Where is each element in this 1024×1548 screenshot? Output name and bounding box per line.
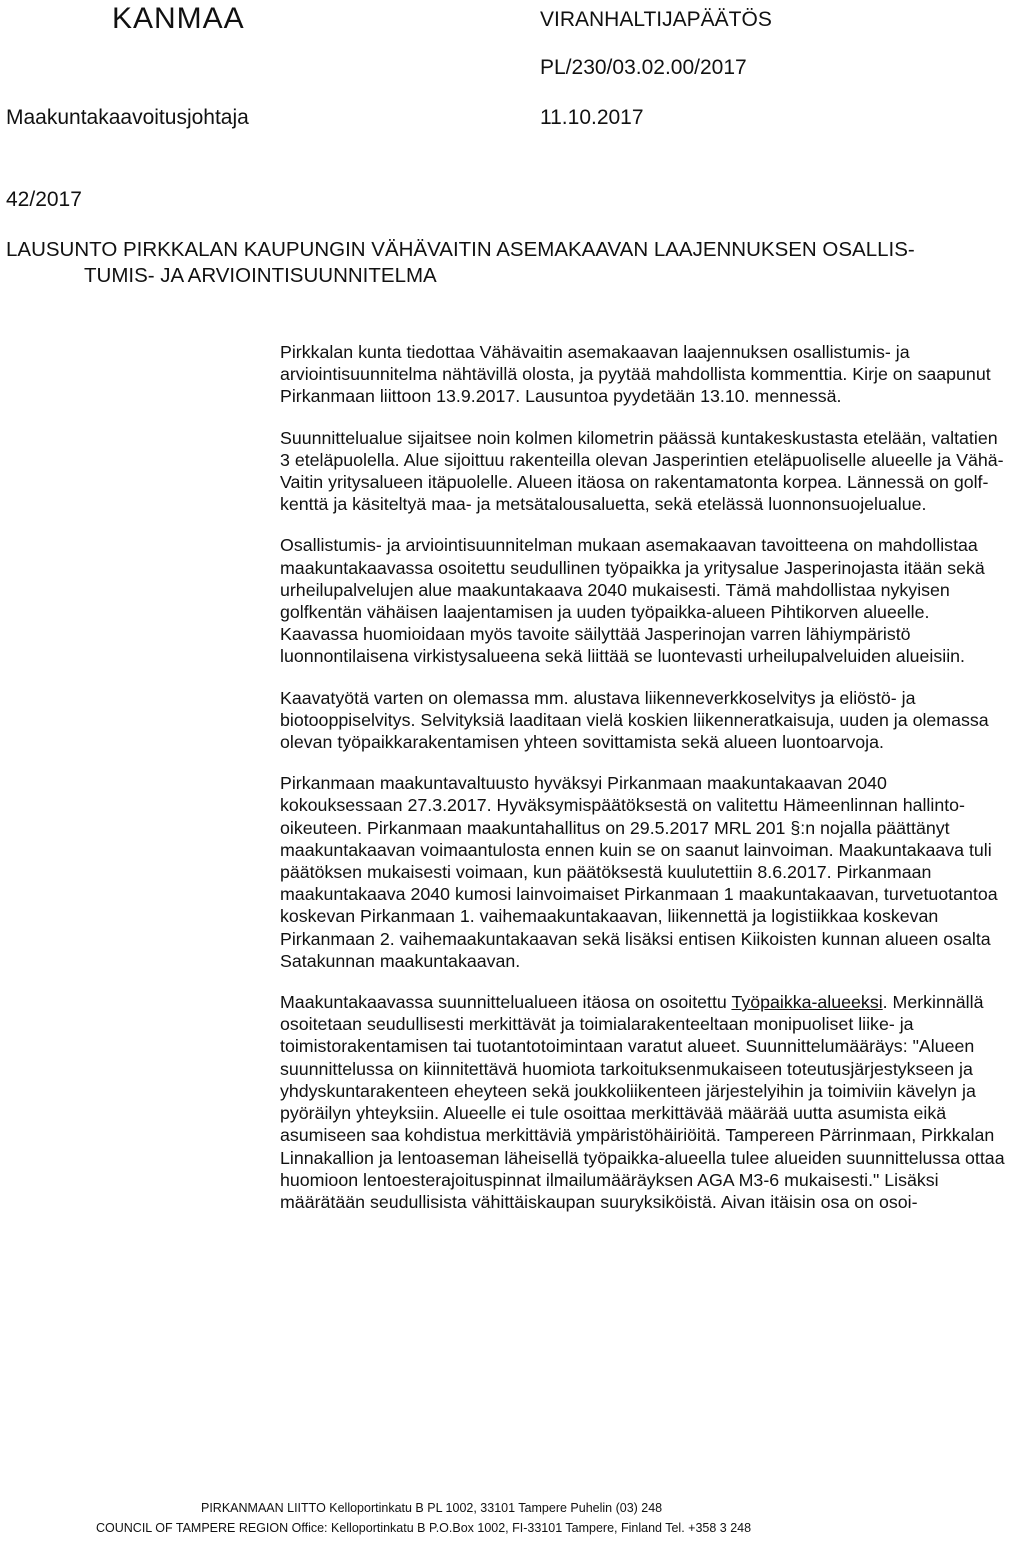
paragraph-plan-designation (280, 991, 1010, 1213)
document-date: 11.10.2017 (540, 106, 644, 129)
designation-text-rest: . Merkinnällä osoitetaan seudullisesti merkittävät ja toimialarakenteeltaan monipuoliset liike- ja toimistorakentamisen tai tuotantotoimintaan varatut alueet. Suunnittelumääräys: "Alueen suunnittelussa on kiinnitettävä huomiota tarkoituksenmukaiseen toteutusjärjestykseen ja yhdyskuntarakenteen eheyteen sekä joukkoliikenteen järjestelyihin ja toimiviin kävelyn ja pyöräilyn yhteyksiin. Alueelle ei tule osoittaa merkittävää määrää uutta asumista eikä asumiseen saa kohdistua merkittäviä ympäristöhäiriöitä. Tampereen Pärrinmaan, Pirkkalan Linnakallion ja lentoaseman läheisellä työpaikka-alueella tulee alueiden suunnittelussa ottaa huomioon lentoesterajoituspinnat ilmailumääräyksen AGA M3-6 mukaisesti." Lisäksi määrätään seudullisista vähittäiskaupan suuryksiköistä. Aivan itäisin osa on osoi- (280, 992, 1005, 1212)
designation-text-start: Maakuntakaavassa suunnittelualueen itäosa on osoitettu (280, 992, 732, 1013)
decision-number: 42/2017 (6, 188, 82, 211)
footer-finnish-contact: PIRKANMAAN LIITTO Kelloportinkatu B PL 1002, 33101 Tampere Puhelin (03) 248 (201, 1501, 663, 1515)
title-line-1: LAUSUNTO PIRKKALAN KAUPUNGIN VÄHÄVAITIN ASEMAKAAVAN LAAJENNUKSEN OSALLIS- (6, 238, 915, 261)
footer-english-contact: COUNCIL OF TAMPERE REGION Office: Kelloportinkatu B P.O.Box 1002, FI-33101 Tampere, Finland Tel. +358 3 248 (96, 1521, 752, 1535)
document-body (280, 341, 1010, 1232)
organization-name: KANMAA (112, 2, 245, 35)
paragraph-intro: Pirkkalan kunta tiedottaa Vähävaitin asemakaavan laajennuksen osallistumis- ja arviointisuunnitelma nähtävillä olosta, ja pyytää mahdollista kommenttia. Kirje on saapunut Pirkanmaan liittoon 13.9.2017. Lausuntoa pyydetään 13.10. mennessä. (280, 342, 991, 407)
document-type: VIRANHALTIJAPÄÄTÖS (540, 8, 772, 31)
document-title (6, 237, 1006, 289)
designation-underlined-term: Työpaikka-alueeksi (731, 992, 883, 1013)
signatory-role: Maakuntakaavoitusjohtaja (6, 106, 249, 129)
reference-number: PL/230/03.02.00/2017 (540, 56, 747, 79)
title-line-2: TUMIS- JA ARVIOINTISUUNNITELMA (84, 264, 437, 287)
paragraph-regional-plan: Pirkanmaan maakuntavaltuusto hyväksyi Pirkanmaan maakuntakaavan 2040 kokouksessaan 27.3.2017. Hyväksymispäätöksestä on valitettu Hämeenlinnan hallinto-oikeuteen. Pirkanmaan maakuntahallitus on 29.5.2017 MRL 201 §:n nojalla päättänyt maakuntakaavan voimaantulosta ennen kuin se on saanut lainvoiman. Maakuntakaava tuli päätöksen mukaisesti voimaan, kun päätöksestä kuulutettiin 8.6.2017. Pirkanmaan maakuntakaava 2040 kumosi lainvoimaiset Pirkanmaan 1 maakuntakaavan, turvetuotantoa koskevan Pirkanmaan 1. vaihemaakuntakaavan, liikennettä ja logistiikkaa koskevan Pirkanmaan 2. vaihemaakuntakaavan sekä lisäksi entisen Kiikoisten kunnan alueen osalta Satakunnan maakuntakaavan. (280, 773, 998, 971)
paragraph-objectives: Osallistumis- ja arviointisuunnitelman mukaan asemakaavan tavoitteena on mahdollistaa maakuntakaavassa osoitettu seudullinen työpaikka ja yritysalue Jasperinojasta itään sekä urheilupalvelujen alue maakuntakaava 2040 mukaisesti. Tämä mahdollistaa nykyisen golfkentän vähäisen laajentamisen ja uuden työpaikka-alueen Pihtikorven alueelle. Kaavassa huomioidaan myös tavoite säilyttää Jasperinojan varren lähiympäristö luonnontilaisena virkistysalueena sekä liittää se luontevasti urheilupalveluiden alueisiin. (280, 535, 985, 667)
footer (0, 1498, 1024, 1538)
paragraph-location: Suunnittelualue sijaitsee noin kolmen kilometrin päässä kuntakeskustasta etelään, valtatien 3 eteläpuolella. Alue sijoittuu rakenteilla olevan Jasperintien eteläpuoliselle alueelle ja Vähä-Vaitin yritysalueen itäpuolelle. Alueen itäosa on rakentamatonta korpea. Lännessä on golf-kenttä ja käsiteltyä maa- ja metsätalousaluetta, sekä etelässä luonnonsuojelualue. (280, 427, 1004, 515)
paragraph-studies: Kaavatyötä varten on olemassa mm. alustava liikenneverkkoselvitys ja eliöstö- ja biotooppiselvitys. Selvityksiä laaditaan vielä koskien liikenneratkaisuja, uuden ja olemassa olevan työpaikkarakentamisen yhteen sovittamista sekä alueen luontoarvoja. (280, 687, 989, 753)
